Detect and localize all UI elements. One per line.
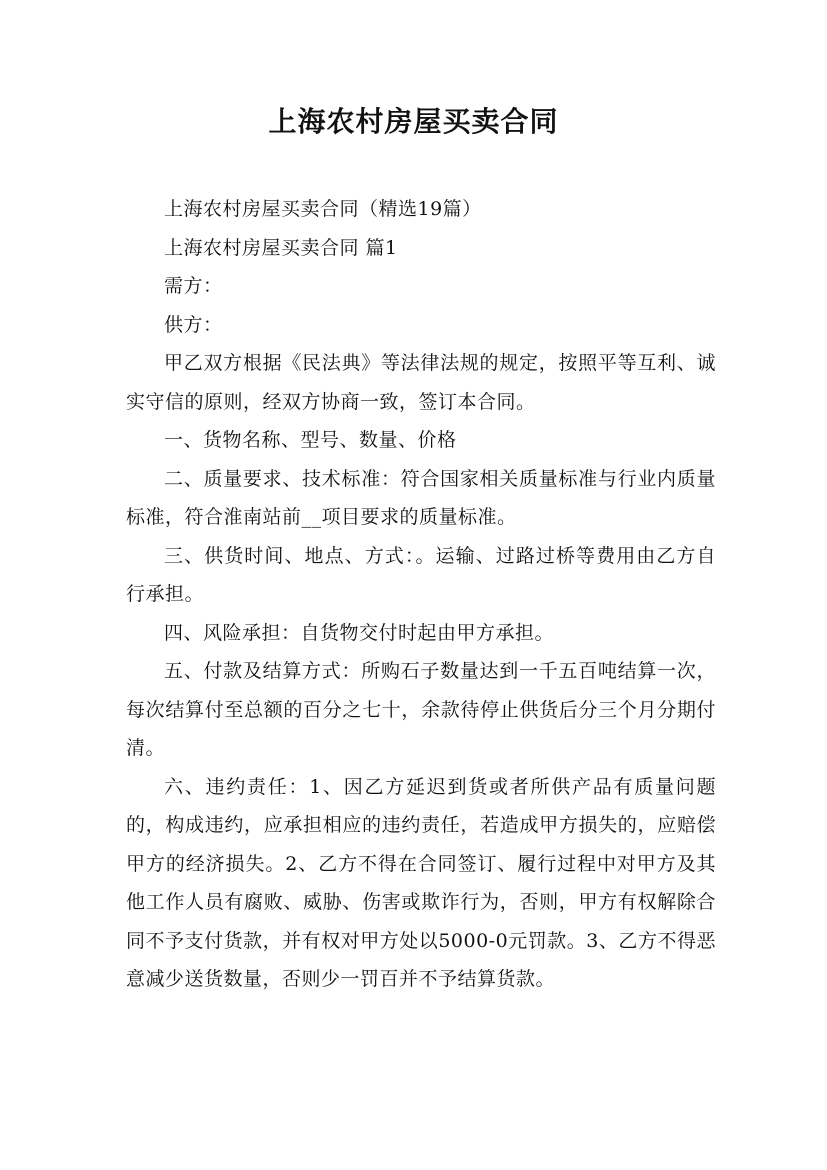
paragraph: 四、风险承担：自货物交付时起由甲方承担。 [164, 621, 555, 644]
paragraph: 上海农村房屋买卖合同（精选19篇） [164, 198, 482, 220]
document-title: 上海农村房屋买卖合同 [268, 105, 559, 138]
paragraph: 一、货物名称、型号、数量、价格 [164, 429, 457, 451]
paragraph: 上海农村房屋买卖合同 篇1 [164, 236, 398, 259]
paragraph: 三、供货时间、地点、方式：。运输、过路过桥等费用由乙方自行承担。 [126, 544, 716, 605]
paragraph: 五、付款及结算方式：所购石子数量达到一千五百吨结算一次，每次结算付至总额的百分之七十，余款待停止供货后分三个月分期付清。 [126, 660, 716, 759]
paragraph: 甲乙双方根据《民法典》等法律法规的规定，按照平等互利、诚实守信的原则，经双方协商一致，签订本合同。 [126, 352, 716, 413]
paragraph: 二、质量要求、技术标准：符合国家相关质量标准与行业内质量标准，符合淮南站前__项目要求的质量标准。 [126, 467, 716, 528]
paragraph: 供方： [164, 313, 223, 336]
document-body [126, 190, 716, 999]
paragraph: 六、违约责任：1、因乙方延迟到货或者所供产品有质量问题的，构成违约，应承担相应的违约责任，若造成甲方损失的，应赔偿甲方的经济损失。2、乙方不得在合同签订、履行过程中对甲方及其他工作人员有腐败、威胁、伤害或欺诈行为，否则，甲方有权解除合同不予支付货款，并有权对甲方处以5000-0元罚款。3、乙方不得恶意减少送货数量，否则少一罚百并不予结算货款。 [126, 775, 716, 990]
paragraph: 需方： [164, 275, 223, 297]
